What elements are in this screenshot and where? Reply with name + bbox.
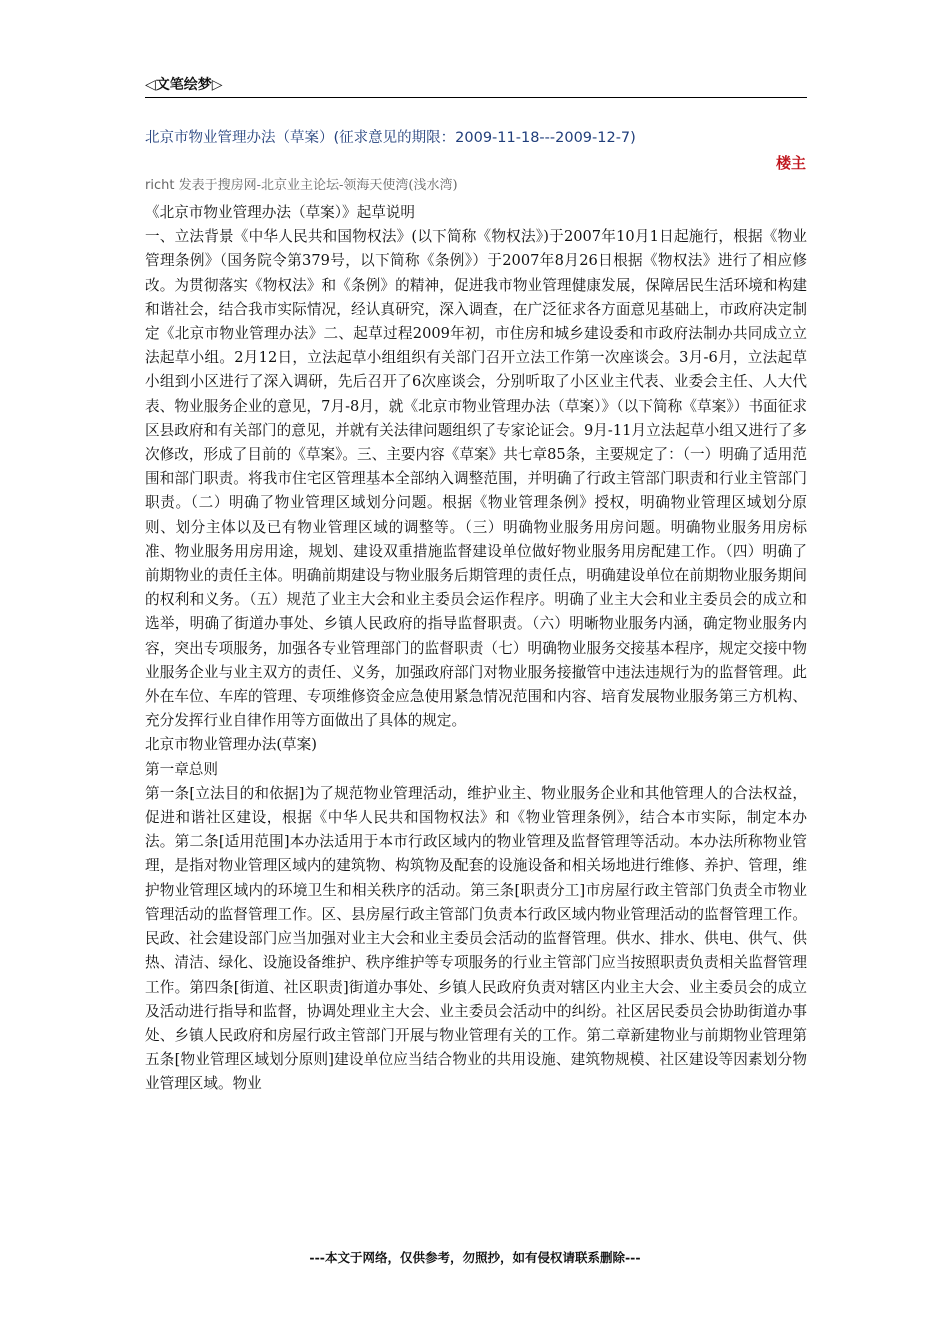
- post-source: 发表于搜房网-北京业主论坛-领海天使湾(浅水湾): [174, 178, 458, 193]
- body-paragraph: 第一章总则: [145, 760, 218, 778]
- title-main: 北京市物业管理办法（草案）: [145, 130, 334, 146]
- post-badge: 楼主: [775, 154, 806, 172]
- author-name[interactable]: richt: [145, 178, 175, 193]
- body-paragraph: 一、立法背景《中华人民共和国物权法》(以下简称《物权法》)于2007年10月1日起施行，根据《物业管理条例》（国务院令第379号，以下简称《条例》）于2007年8月26日根据《物权法》进行了相应修改。为贯彻落实《物权法》和《条例》的精神，促进我市物业管理健康发展，保障居民生活环境和构建和谐社会，结合我市实际情况，经认真研究，深入调查，在广泛征求各方面意见基础上，市政府决定制定《北京市物业管理办法》二、起草过程2009年初，市住房和城乡建设委和市政府法制办共同成立立法起草小组。2月12日，立法起草小组组织有关部门召开立法工作第一次座谈会。3月-6月，立法起草小组到小区进行了深入调研，先后召开了6次座谈会，分别听取了小区业主代表、业委会主任、人大代表、物业服务企业的意见，7月-8月，就《北京市物业管理办法（草案）》（以下简称《草案》）书面征求区县政府和有关部门的意见，并就有关法律问题组织了专家论证会。9月-11月立法起草小组又进行了多次修改，形成了目前的《草案》。三、主要内容《草案》共七章85条，主要规定了：（一）明确了适用范围和部门职责。将我市住宅区管理基本全部纳入调整范围，并明确了行政主管部门职责和行业主管部门职责。（二）明确了物业管理区域划分问题。根据《物业管理条例》授权，明确物业管理区域划分原则、划分主体以及已有物业管理区域的调整等。（三）明确物业服务用房问题。明确物业服务用房标准、物业服务用房用途，规划、建设双重措施监督建设单位做好物业服务用房配建工作。（四）明确了前期物业的责任主体。明确前期建设与物业服务后期管理的责任点，明确建设单位在前期物业服务期间的权利和义务。（五）规范了业主大会和业主委员会运作程序。明确了业主大会和业主委员会的成立和选举，明确了街道办事处、乡镇人民政府的指导监督职责。（六）明晰物业服务内涵，确定物业服务内容，突出专项服务，加强各专业管理部门的监督职责（七）明确物业服务交接基本程序，规定交接中物业服务企业与业主双方的责任、义务，加强政府部门对物业服务接撤管中违法违规行为的监督管理。此外在车位、车库的管理、专项维修资金应急使用紧急情况范围和内容、培育发展物业服务第三方机构、充分发挥行业自律作用等方面做出了具体的规定。: [145, 228, 807, 730]
- body-paragraph: 《北京市物业管理办法（草案）》起草说明: [145, 204, 415, 221]
- title-deadline: (征求意见的期限：2009-11-18---2009-12-7): [333, 130, 636, 146]
- document-body: [145, 201, 807, 1097]
- post-meta: [145, 177, 807, 195]
- header-brand: ◁文笔绘梦▷: [145, 77, 223, 93]
- body-paragraph: 第一条[立法目的和依据]为了规范物业管理活动，维护业主、物业服务企业和其他管理人的合法权益，促进和谐社区建设，根据《中华人民共和国物权法》和《物业管理条例》，结合本市实际，制定本办法。第二条[适用范围]本办法适用于本市行政区域内的物业管理及监督管理等活动。本办法所称物业管理，是指对物业管理区域内的建筑物、构筑物及配套的设施设备和相关场地进行维修、养护、管理，维护物业管理区域内的环境卫生和相关秩序的活动。第三条[职责分工]市房屋行政主管部门负责全市物业管理活动的监督管理工作。区、县房屋行政主管部门负责本行政区域内物业管理活动的监督管理工作。民政、社会建设部门应当加强对业主大会和业主委员会活动的监督管理。供水、排水、供电、供气、供热、清洁、绿化、设施设备维护、秩序维护等专项服务的行业主管部门应当按照职责负责相关监督管理工作。第四条[街道、社区职责]街道办事处、乡镇人民政府负责对辖区内业主大会、业主委员会的成立及活动进行指导和监督，协调处理业主大会、业主委员会活动中的纠纷。社区居民委员会协助街道办事处、乡镇人民政府和房屋行政主管部门开展与物业管理有关的工作。第二章新建物业与前期物业管理第五条[物业管理区域划分原则]建设单位应当结合物业的共用设施、建筑物规模、社区建设等因素划分物业管理区域。物业: [145, 784, 807, 1093]
- document-title: [145, 128, 807, 148]
- header-divider: [145, 97, 807, 98]
- footer-disclaimer: ---本文于网络，仅供参考，勿照抄，如有侵权请联系删除---: [309, 1250, 641, 1265]
- body-paragraph: 北京市物业管理办法(草案): [145, 736, 317, 754]
